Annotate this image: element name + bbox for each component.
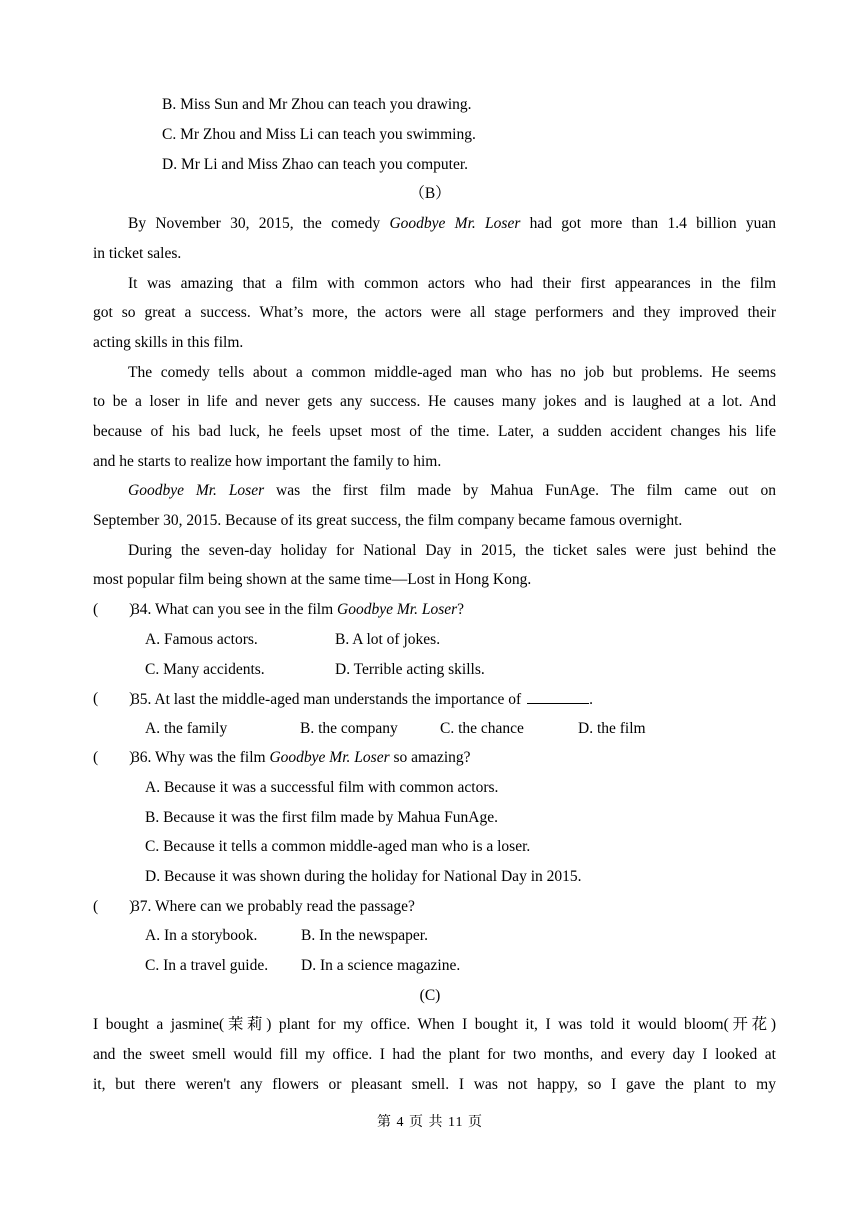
page-number-footer: 第 4 页 共 11 页 [377, 1115, 483, 1130]
question-37-option-c: C. In a travel guide. [145, 957, 269, 974]
question-36-option-a: A. Because it was a successful film with common actors. [145, 779, 499, 796]
passage-b-p5-line2: most popular film being shown at the same time—Lost in Hong Kong. [93, 571, 532, 588]
section-c-heading: (C) [419, 987, 441, 1004]
passage-b-p2-line2: got so great a success. What’s more, the actors were all stage performers and they improved their [93, 304, 776, 321]
answer-blank [527, 689, 589, 704]
passage-b-p3-line4: and he starts to realize how important the family to him. [93, 453, 442, 470]
question-37-stem: 37. Where can we probably read the passage? [132, 898, 415, 915]
passage-b-p5-line1: During the seven-day holiday for National Day in 2015, the ticket sales were just behind the [128, 542, 776, 559]
passage-c-line3: it, but there weren't any flowers or pleasant smell. I was not happy, so I gave the plant to my [93, 1076, 776, 1093]
question-34-option-d: D. Terrible acting skills. [335, 661, 485, 678]
question-34-bracket[interactable]: ( ) [93, 601, 135, 618]
question-35-bracket[interactable]: ( ) [93, 690, 135, 707]
question-34-option-a: A. Famous actors. [145, 631, 258, 648]
passage-b-p4-line1: Goodbye Mr. Loser was the first film made by Mahua FunAge. The film came out on [128, 482, 776, 499]
passage-c-line2: and the sweet smell would fill my office. I had the plant for two months, and every day I looked at [93, 1046, 776, 1063]
passage-b-p3-line1: The comedy tells about a common middle-aged man who has no job but problems. He seems [128, 364, 776, 381]
question-35-option-d: D. the film [578, 720, 646, 737]
question-36-stem: 36. Why was the film Goodbye Mr. Loser so amazing? [132, 749, 471, 766]
passage-b-p3-line2: to be a loser in life and never gets any success. He causes many jokes and is laughed at a lot. And [93, 393, 776, 410]
passage-b-p3-line3: because of his bad luck, he feels upset most of the time. Later, a sudden accident changes his life [93, 423, 776, 440]
section-b-heading: （B） [409, 185, 451, 202]
question-37-option-d: D. In a science magazine. [301, 957, 461, 974]
question-36-option-c: C. Because it tells a common middle-aged man who is a loser. [145, 838, 531, 855]
passage-b-p2-line3: acting skills in this film. [93, 334, 244, 351]
question-37-bracket[interactable]: ( ) [93, 898, 135, 915]
option-b-prev: B. Miss Sun and Mr Zhou can teach you drawing. [162, 96, 472, 113]
question-34-stem: 34. What can you see in the film Goodbye Mr. Loser? [132, 601, 465, 618]
question-37-option-a: A. In a storybook. [145, 927, 258, 944]
passage-b-p4-line2: September 30, 2015. Because of its great success, the film company became famous overnight. [93, 512, 683, 529]
question-34-option-b: B. A lot of jokes. [335, 631, 441, 648]
question-34-option-c: C. Many accidents. [145, 661, 265, 678]
question-35-option-b: B. the company [300, 720, 398, 737]
question-36-option-d: D. Because it was shown during the holiday for National Day in 2015. [145, 868, 582, 885]
passage-b-p1-line1: By November 30, 2015, the comedy Goodbye Mr. Loser had got more than 1.4 billion yuan [128, 215, 776, 232]
option-c-prev: C. Mr Zhou and Miss Li can teach you swimming. [162, 126, 476, 143]
passage-b-p2-line1: It was amazing that a film with common actors who had their first appearances in the film [128, 275, 776, 292]
question-36-option-b: B. Because it was the first film made by Mahua FunAge. [145, 809, 498, 826]
question-36-bracket[interactable]: ( ) [93, 749, 135, 766]
passage-b-p1-line2: in ticket sales. [93, 245, 182, 262]
question-37-option-b: B. In the newspaper. [301, 927, 428, 944]
question-35-option-a: A. the family [145, 720, 228, 737]
question-35-stem: 35. At last the middle-aged man understands the importance of . [132, 691, 593, 708]
option-d-prev: D. Mr Li and Miss Zhao can teach you computer. [162, 156, 469, 173]
question-35-option-c: C. the chance [440, 720, 524, 737]
passage-c-line1: I bought a jasmine(茉莉) plant for my office. When I bought it, I was told it would bloom(开花) [93, 1016, 776, 1033]
